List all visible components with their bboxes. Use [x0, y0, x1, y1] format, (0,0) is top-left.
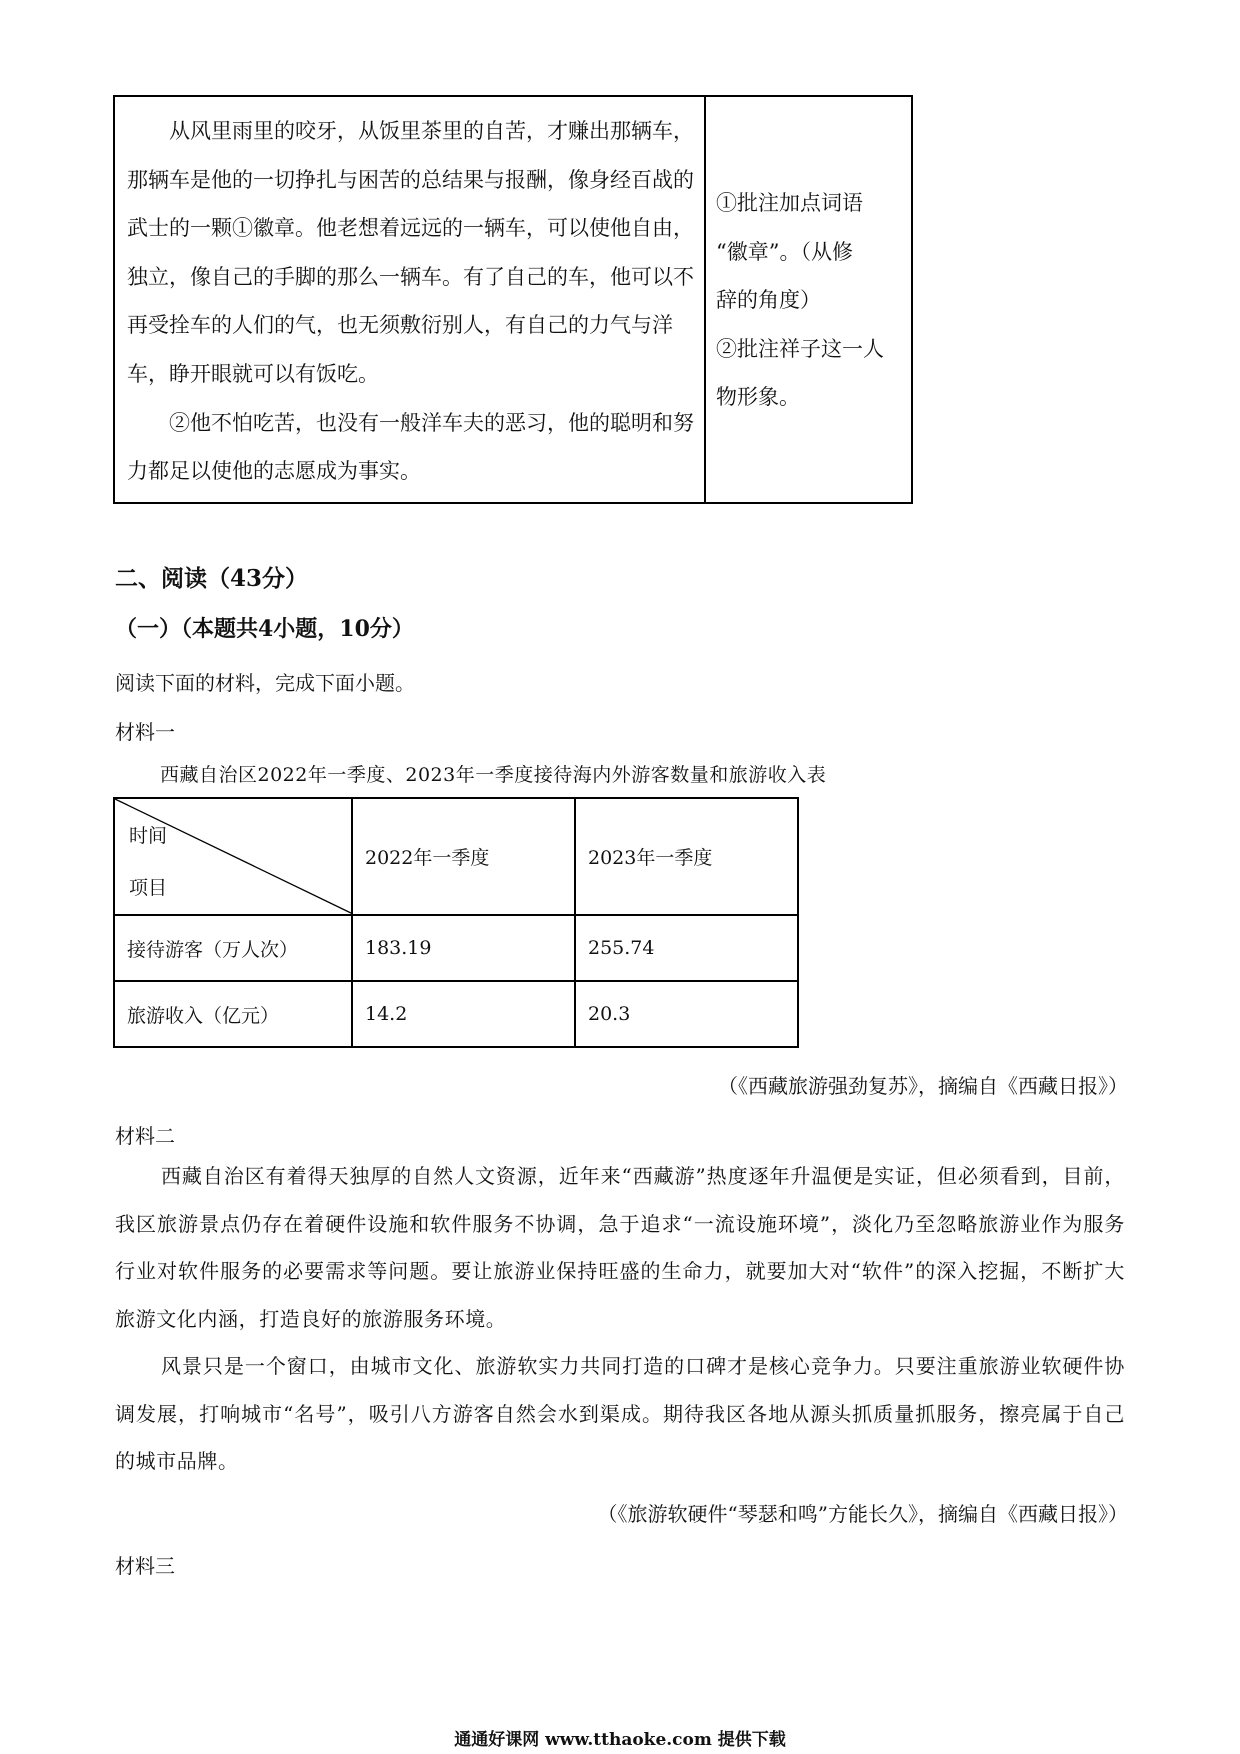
passage-paragraph-1: 从风里雨里的咬牙，从饭里茶里的自苦，才赚出那辆车，那辆车是他的一切挣扎与困苦的总结果与报酬，像身经百战的武士的一颗①徽章。他老想着远远的一辆车，可以使他自由，独立，像自己的手脚的那么一辆车。有了自己的车，他可以不再受拴车的人们的气，也无须敷衍别人，有自己的力气与洋车，睁开眼就可以有饭吃。: [127, 119, 694, 386]
table-corner-cell: [114, 798, 352, 915]
column-header-2022: 2022年一季度: [352, 798, 575, 915]
page-footer: 通通好课网 www.tthaoke.com 提供下载: [454, 1730, 786, 1750]
corner-label-item: 项目: [129, 877, 168, 899]
instruction: 阅读下面的材料，完成下面小题。: [115, 671, 415, 695]
note-line: 辞的角度）: [716, 288, 821, 313]
material3-label: 材料三: [115, 1554, 175, 1578]
material1-label: 材料一: [115, 720, 175, 744]
passage-paragraph-2: ②他不怕吃苦，也没有一般洋车夫的恶习，他的聪明和努力都足以使他的志愿成为事实。: [127, 410, 694, 484]
note-line: 物形象。: [716, 385, 800, 410]
annotation-notes: [716, 179, 906, 422]
note-line: ②批注祥子这一人: [716, 336, 884, 361]
material2-text: [115, 1153, 1125, 1486]
material2-label: 材料二: [115, 1124, 175, 1148]
table-row: [114, 981, 798, 1047]
annotation-table: [113, 95, 913, 504]
row-label: 接待游客（万人次）: [114, 915, 352, 981]
table-caption: 西藏自治区2022年一季度、2023年一季度接待海内外游客数量和旅游收入表: [160, 764, 827, 786]
cell-value: 183.19: [352, 915, 575, 981]
note-line: “徽章”。（从修: [716, 239, 853, 264]
row-label: 旅游收入（亿元）: [114, 981, 352, 1047]
material2-paragraph-1: 西藏自治区有着得天独厚的自然人文资源，近年来“西藏游”热度逐年升温便是实证，但必须看到，目前，我区旅游景点仍存在着硬件设施和软件服务不协调，急于追求“一流设施环境”，淡化乃至忽略旅游业作为服务行业对软件服务的必要需求等问题。要让旅游业保持旺盛的生命力，就要加大对“软件”的深入挖掘，不断扩大旅游文化内涵，打造良好的旅游服务环境。: [115, 1164, 1125, 1331]
table-divider: [704, 97, 706, 502]
corner-label-time: 时间: [129, 825, 168, 847]
source-citation-1: （《西藏旅游强劲复苏》，摘编自《西藏日报》）: [718, 1074, 1128, 1098]
column-header-2023: 2023年一季度: [575, 798, 798, 915]
source-citation-2: （《旅游软硬件“琴瑟和鸣”方能长久》，摘编自《西藏日报》）: [597, 1502, 1128, 1526]
cell-value: 20.3: [575, 981, 798, 1047]
cell-value: 14.2: [352, 981, 575, 1047]
material2-paragraph-2: 风景只是一个窗口，由城市文化、旅游软实力共同打造的口碑才是核心竞争力。只要注重旅游业软硬件协调发展，打响城市“名号”，吸引八方游客自然会水到渠成。期待我区各地从源头抓质量抓服务，擦亮属于自己的城市品牌。: [115, 1354, 1125, 1473]
subsection-title: （一）（本题共4小题，10分）: [115, 616, 414, 642]
tourism-data-table: [113, 797, 799, 1048]
section-title: 二、阅读（43分）: [115, 565, 309, 592]
novel-passage: [127, 107, 697, 496]
note-line: ①批注加点词语: [716, 191, 863, 215]
table-row: [114, 915, 798, 981]
cell-value: 255.74: [575, 915, 798, 981]
